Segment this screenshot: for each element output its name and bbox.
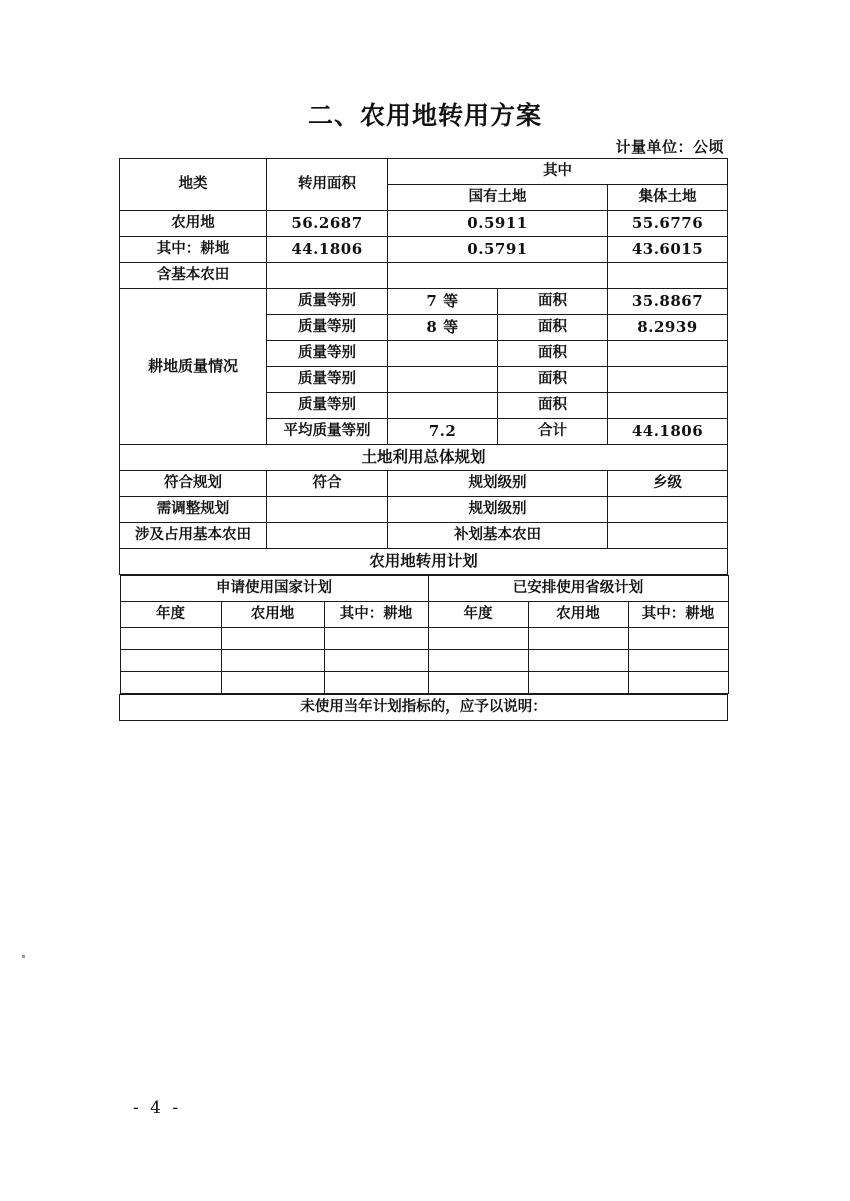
- value-agricultural-collective: 55.6776: [608, 211, 728, 237]
- table-header-row-1: [120, 159, 728, 185]
- cell-cultivated-provincial-2: [628, 650, 728, 672]
- row-label-agricultural-land: 农用地: [120, 211, 267, 237]
- table-row-cultivated-land: [120, 237, 728, 263]
- cell-agriland-provincial-2: [528, 650, 628, 672]
- quality-grade-label-3: 质量等别: [267, 341, 388, 367]
- col-cultivated-provincial: 其中：耕地: [628, 602, 728, 628]
- table-row: [120, 628, 728, 650]
- col-agriland-national: 农用地: [221, 602, 324, 628]
- value-agricultural-converted: 56.2687: [267, 211, 388, 237]
- conversion-plan-banner: 农用地转用计划: [120, 549, 728, 575]
- table-row: [120, 672, 728, 694]
- planning-row-basic-farmland: [120, 523, 728, 549]
- header-converted-area: 转用面积: [267, 159, 388, 211]
- value-basic-farmland-state: [388, 263, 608, 289]
- cell-year-national-3: [120, 672, 221, 694]
- quality-area-label-1: 面积: [498, 289, 608, 315]
- quality-section-label: 耕地质量情况: [120, 289, 267, 445]
- page-title: 二、农用地转用方案: [307, 101, 542, 130]
- quality-area-value-1: 35.8867: [608, 289, 728, 315]
- cell-year-national-2: [120, 650, 221, 672]
- quality-area-label-2: 面积: [498, 315, 608, 341]
- quality-average-label: 平均质量等别: [267, 419, 388, 445]
- scan-artifact: [22, 955, 25, 958]
- quality-average-value: 7.2: [388, 419, 498, 445]
- planning-label-adjust: 需调整规划: [120, 497, 267, 523]
- note-row: [120, 695, 728, 721]
- quality-grade-label-4: 质量等别: [267, 367, 388, 393]
- planning-row-conforms: [120, 471, 728, 497]
- measurement-unit-note: 计量单位：公顷: [615, 138, 724, 156]
- cell-cultivated-national-3: [324, 672, 428, 694]
- cell-cultivated-provincial-1: [628, 628, 728, 650]
- cell-cultivated-national-2: [324, 650, 428, 672]
- planning-right-label-basic-farmland: 补划基本农田: [388, 523, 608, 549]
- quality-grade-value-3: [388, 341, 498, 367]
- row-label-cultivated-land: 其中：耕地: [120, 237, 267, 263]
- conversion-plan-group-cell: [120, 575, 728, 695]
- conversion-plan-group-row: [120, 575, 728, 695]
- table-row: [120, 650, 728, 672]
- planning-right-value-basic-farmland: [608, 523, 728, 549]
- quality-grade-value-5: [388, 393, 498, 419]
- quality-grade-label-5: 质量等别: [267, 393, 388, 419]
- table-row-basic-farmland: [120, 263, 728, 289]
- col-year-provincial: 年度: [428, 602, 528, 628]
- planning-value-adjust: [267, 497, 388, 523]
- planning-right-value-conforms: 乡级: [608, 471, 728, 497]
- quality-area-value-5: [608, 393, 728, 419]
- cell-year-provincial-2: [428, 650, 528, 672]
- value-cultivated-converted: 44.1806: [267, 237, 388, 263]
- value-cultivated-collective: 43.6015: [608, 237, 728, 263]
- conversion-plan-banner-row: [120, 549, 728, 575]
- col-agriland-provincial: 农用地: [528, 602, 628, 628]
- row-label-basic-farmland: 含基本农田: [120, 263, 267, 289]
- cell-year-provincial-3: [428, 672, 528, 694]
- unused-quota-note: 未使用当年计划指标的，应予以说明：: [120, 695, 728, 721]
- planning-value-conforms: 符合: [267, 471, 388, 497]
- cell-year-national-1: [120, 628, 221, 650]
- cell-agriland-national-1: [221, 628, 324, 650]
- farmland-conversion-table-wrapper: [119, 158, 727, 721]
- farmland-conversion-table: [119, 158, 728, 721]
- quality-row-1: [120, 289, 728, 315]
- planning-right-label-adjust: 规划级别: [388, 497, 608, 523]
- quality-area-value-2: 8.2939: [608, 315, 728, 341]
- value-basic-farmland-converted: [267, 263, 388, 289]
- header-state-owned-land: 国有土地: [388, 185, 608, 211]
- planning-right-label-conforms: 规划级别: [388, 471, 608, 497]
- cell-agriland-provincial-3: [528, 672, 628, 694]
- value-agricultural-state: 0.5911: [388, 211, 608, 237]
- quality-total-value: 44.1806: [608, 419, 728, 445]
- quality-grade-label-2: 质量等别: [267, 315, 388, 341]
- quality-area-label-4: 面积: [498, 367, 608, 393]
- planning-label-basic-farmland: 涉及占用基本农田: [120, 523, 267, 549]
- table-row-agricultural-land: [120, 211, 728, 237]
- cell-agriland-national-2: [221, 650, 324, 672]
- quality-grade-label-1: 质量等别: [267, 289, 388, 315]
- col-cultivated-national: 其中：耕地: [324, 602, 428, 628]
- quality-area-value-4: [608, 367, 728, 393]
- conversion-plan-column-headers: [120, 602, 728, 628]
- value-cultivated-state: 0.5791: [388, 237, 608, 263]
- group-label-national: 申请使用国家计划: [120, 576, 428, 602]
- quality-total-label: 合计: [498, 419, 608, 445]
- planning-label-conforms: 符合规划: [120, 471, 267, 497]
- planning-row-adjust: [120, 497, 728, 523]
- planning-banner: 土地利用总体规划: [120, 445, 728, 471]
- page-number: - 4 -: [133, 1098, 182, 1118]
- quality-area-value-3: [608, 341, 728, 367]
- cell-cultivated-national-1: [324, 628, 428, 650]
- planning-banner-row: [120, 445, 728, 471]
- cell-agriland-national-3: [221, 672, 324, 694]
- value-basic-farmland-collective: [608, 263, 728, 289]
- group-label-provincial: 已安排使用省级计划: [428, 576, 728, 602]
- quality-grade-value-1: 7 等: [388, 289, 498, 315]
- quality-grade-value-4: [388, 367, 498, 393]
- header-among-which: 其中: [388, 159, 728, 185]
- cell-agriland-provincial-1: [528, 628, 628, 650]
- cell-year-provincial-1: [428, 628, 528, 650]
- quality-grade-value-2: 8 等: [388, 315, 498, 341]
- planning-value-basic-farmland: [267, 523, 388, 549]
- quality-area-label-3: 面积: [498, 341, 608, 367]
- col-year-national: 年度: [120, 602, 221, 628]
- header-collective-land: 集体土地: [608, 185, 728, 211]
- conversion-plan-groups: [120, 576, 728, 602]
- quality-area-label-5: 面积: [498, 393, 608, 419]
- cell-cultivated-provincial-3: [628, 672, 728, 694]
- header-land-type: 地类: [120, 159, 267, 211]
- planning-right-value-adjust: [608, 497, 728, 523]
